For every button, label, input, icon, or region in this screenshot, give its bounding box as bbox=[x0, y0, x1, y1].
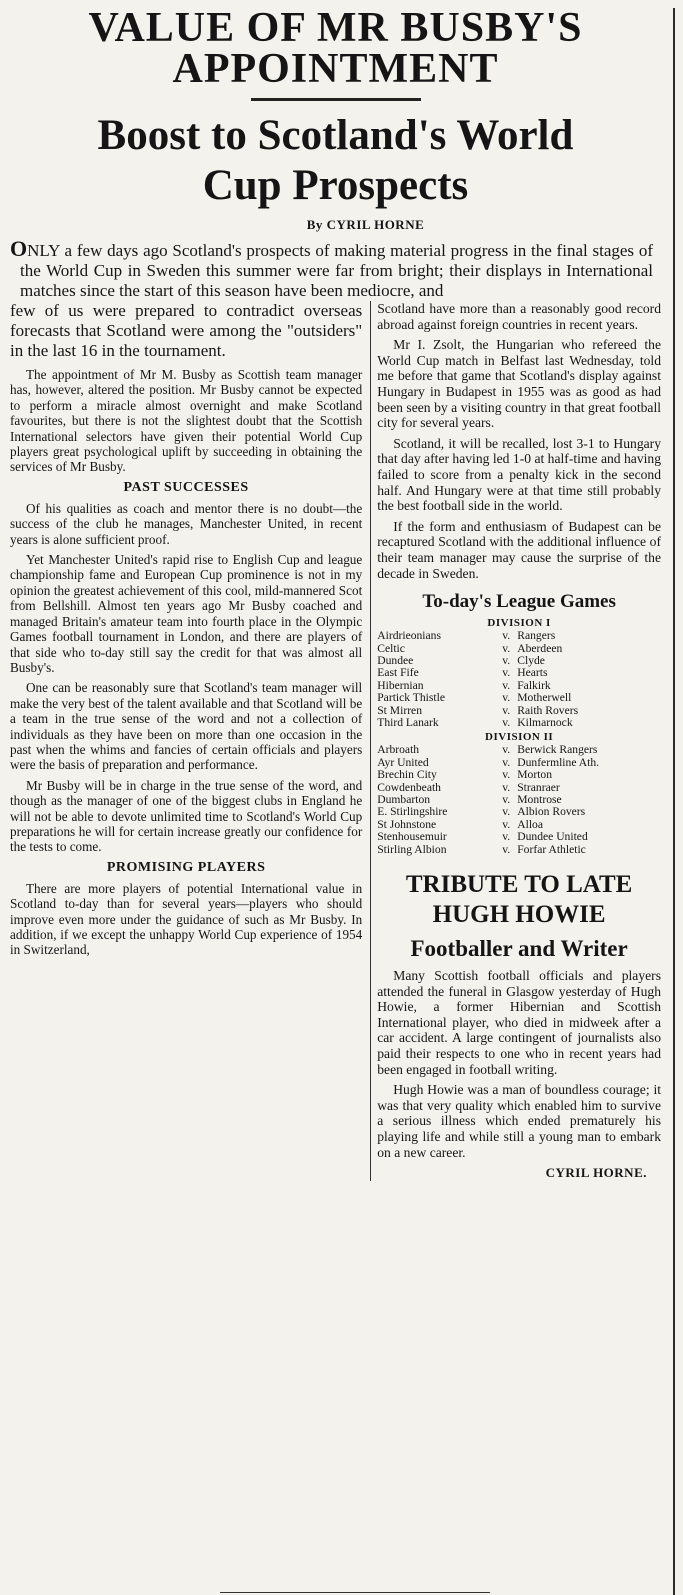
bottom-rule bbox=[220, 1592, 490, 1593]
fixtures-table bbox=[377, 744, 661, 856]
paragraph: There are more players of potential International value in Scotland to-day than for several years—players who should improve even more under the guidance of such as Mr Busby. In addition, if we except the unhappy World Cup experience of 1954 in Switzerland, bbox=[10, 880, 363, 958]
paragraph: Mr Busby will be in charge in the true sense of the word, and though as the manager of one of the biggest clubs in England he will not be able to devote unlimited time to Scotland's World Cup preparations he will for certain increase greatly our confidence for the tests to come. bbox=[10, 777, 363, 855]
paragraph: Mr I. Zsolt, the Hungarian who refereed the World Cup match in Belfast last Wednesday, told me before that game that Scotland's display against Hungary in Budapest in 1955 was as good as had been seen by a visiting country in that great football city for several years. bbox=[377, 337, 661, 431]
division-title: DIVISION II bbox=[485, 731, 554, 744]
fixture-row bbox=[377, 692, 661, 704]
headline-line-2: APPOINTMENT bbox=[172, 46, 499, 92]
home-team: Stirling Albion bbox=[377, 842, 447, 856]
fixture-row bbox=[377, 769, 661, 781]
league-games-title: To-day's League Games bbox=[422, 591, 616, 613]
tribute-headline bbox=[377, 870, 661, 930]
away-team: Montrose bbox=[517, 792, 562, 806]
home-team: E. Stirlingshire bbox=[377, 805, 448, 819]
away-team: Falkirk bbox=[517, 678, 551, 692]
versus: v. bbox=[502, 678, 511, 692]
paragraph: Many Scottish football officials and players attended the funeral in Glasgow yesterday of Hugh Howie, a former Hibernian and Scottish International player, who died in midweek after a car accident. A large contingent of journalists also paid their respects to one who in recent years had been engaged in football writing. bbox=[377, 968, 661, 1077]
paragraph: Hugh Howie was a man of boundless courage; it was that very quality which enabled him to survive a serious illness which ended prematurely his playing life and while still a young man to embark on a new career. bbox=[377, 1082, 661, 1160]
home-team: St Johnstone bbox=[377, 817, 437, 831]
section-heading-past-successes: PAST SUCCESSES bbox=[123, 479, 249, 495]
versus: v. bbox=[502, 792, 511, 806]
away-team: Dundee United bbox=[517, 830, 588, 844]
home-team: Third Lanark bbox=[377, 715, 439, 729]
fixture-row bbox=[377, 667, 661, 679]
byline: By CYRIL HORNE bbox=[306, 217, 425, 232]
versus: v. bbox=[502, 629, 511, 643]
subheadline-line-2: Cup Prospects bbox=[202, 162, 469, 209]
fixture-row bbox=[377, 806, 661, 818]
home-team: St Mirren bbox=[377, 703, 422, 717]
versus: v. bbox=[502, 755, 511, 769]
home-team: Stenhousemuir bbox=[377, 830, 447, 844]
away-team: Rangers bbox=[517, 629, 556, 643]
headline-line-1: VALUE OF MR BUSBY'S bbox=[88, 5, 583, 51]
versus: v. bbox=[502, 743, 511, 757]
home-team: Airdrieonians bbox=[377, 629, 441, 643]
tribute-line-2: HUGH HOWIE bbox=[432, 901, 606, 928]
paragraph: Scotland have more than a reasonably good record abroad against foreign countries in recent years. bbox=[377, 301, 661, 332]
subheadline bbox=[10, 111, 661, 211]
versus: v. bbox=[502, 653, 511, 667]
versus: v. bbox=[502, 666, 511, 680]
versus: v. bbox=[502, 641, 511, 655]
league-divisions bbox=[377, 617, 661, 856]
versus: v. bbox=[502, 805, 511, 819]
home-team: Hibernian bbox=[377, 678, 424, 692]
lead-dropcap: O bbox=[10, 236, 28, 261]
lead-paragraph bbox=[10, 236, 653, 301]
lead-continued: few of us were prepared to contradict overseas forecasts that Scotland were among the "outsiders" in the last 16 in the tournament. bbox=[10, 301, 363, 360]
home-team: Dumbarton bbox=[377, 792, 431, 806]
away-team: Albion Rovers bbox=[517, 805, 586, 819]
signature: CYRIL HORNE. bbox=[545, 1165, 647, 1181]
paragraph: One can be reasonably sure that Scotland's team manager will make the very best of the talent available and that Scotland will be a team in the true sense of the word and not a collection of individuals as they have been on more than one occasion in the past when the whims and fancies of certain officials and players were the basis of preparation and performance. bbox=[10, 680, 363, 773]
home-team: Dundee bbox=[377, 653, 414, 667]
division-title: DIVISION I bbox=[487, 617, 551, 630]
home-team: Ayr United bbox=[377, 755, 429, 769]
away-team: Aberdeen bbox=[517, 641, 563, 655]
away-team: Kilmarnock bbox=[517, 715, 573, 729]
away-team: Stranraer bbox=[517, 780, 560, 794]
subheadline-line-1: Boost to Scotland's World bbox=[97, 112, 574, 159]
versus: v. bbox=[502, 691, 511, 705]
lead-text: NLY a few days ago Scotland's prospects of making material progress in the final stages of the World Cup in Sweden this summer were far from bright; their displays in International matches since the start of this season have been mediocre, and bbox=[20, 241, 653, 300]
away-team: Morton bbox=[517, 768, 553, 782]
fixture-row bbox=[377, 831, 661, 843]
versus: v. bbox=[502, 703, 511, 717]
home-team: Partick Thistle bbox=[377, 691, 445, 705]
away-team: Hearts bbox=[517, 666, 548, 680]
versus: v. bbox=[502, 817, 511, 831]
home-team: Celtic bbox=[377, 641, 405, 655]
away-team: Dunfermline Ath. bbox=[517, 755, 600, 769]
versus: v. bbox=[502, 842, 511, 856]
away-team: Berwick Rangers bbox=[517, 743, 598, 757]
newspaper-page bbox=[0, 5, 683, 1595]
fixtures-table bbox=[377, 630, 661, 729]
home-team: East Fife bbox=[377, 666, 419, 680]
away-team: Motherwell bbox=[517, 691, 572, 705]
section-heading-promising-players: PROMISING PLAYERS bbox=[106, 859, 266, 875]
away-team: Forfar Athletic bbox=[517, 842, 586, 856]
home-team: Arbroath bbox=[377, 743, 420, 757]
away-team: Clyde bbox=[517, 653, 545, 667]
away-team: Alloa bbox=[517, 817, 543, 831]
fixture-row bbox=[377, 630, 661, 642]
paragraph: Of his qualities as coach and mentor there is no doubt—the success of the club he manages, Manchester United, in recent years is alone sufficient proof. bbox=[10, 500, 363, 547]
fixture-row bbox=[377, 717, 661, 729]
fixture-row bbox=[377, 744, 661, 756]
paragraph: Scotland, it will be recalled, lost 3-1 to Hungary that day after having led 1-0 at half-time and having failed to score from a penalty kick in the second half. And Hungary were at that time still probably the best football side in the world. bbox=[377, 435, 661, 514]
versus: v. bbox=[502, 715, 511, 729]
home-team: Brechin City bbox=[377, 768, 437, 782]
versus: v. bbox=[502, 768, 511, 782]
fixture-row bbox=[377, 844, 661, 856]
versus: v. bbox=[502, 780, 511, 794]
paragraph: If the form and enthusiasm of Budapest can be recaptured Scotland with the additional influence of their team manager may cause the surprise of the decade in Sweden. bbox=[377, 518, 661, 581]
away-team: Raith Rovers bbox=[517, 703, 579, 717]
versus: v. bbox=[502, 830, 511, 844]
paragraph: The appointment of Mr M. Busby as Scottish team manager has, however, altered the position. Mr Busby cannot be expected to perform a miracle almost overnight and make Scotland favourites, but there is not the slightest doubt that the Scottish International selectors have given their potential World Cup players great psychological uplift by succeeding in obtaining the services of Mr Busby. bbox=[10, 367, 363, 475]
article-columns bbox=[10, 301, 661, 1181]
tribute-subtitle: Footballer and Writer bbox=[410, 936, 628, 961]
tribute-line-1: TRIBUTE TO LATE bbox=[405, 871, 633, 898]
left-column bbox=[10, 301, 362, 1181]
column-rule-right bbox=[673, 8, 675, 1595]
headline bbox=[10, 5, 661, 92]
paragraph: Yet Manchester United's rapid rise to English Cup and league championship fame and European Cup prominence is not in my opinion the greatest achievement of this cool, mild-mannered Scot from Bellshill. Almost ten years ago Mr Busby coached and managed Britain's amateur team into fourth place in the Olympic Games football tournament in London, and there are players of that side who to-day still say the credit for that was almost all Busby's. bbox=[10, 552, 363, 675]
home-team: Cowdenbeath bbox=[377, 780, 441, 794]
headline-divider bbox=[251, 98, 421, 101]
right-column bbox=[370, 301, 661, 1181]
